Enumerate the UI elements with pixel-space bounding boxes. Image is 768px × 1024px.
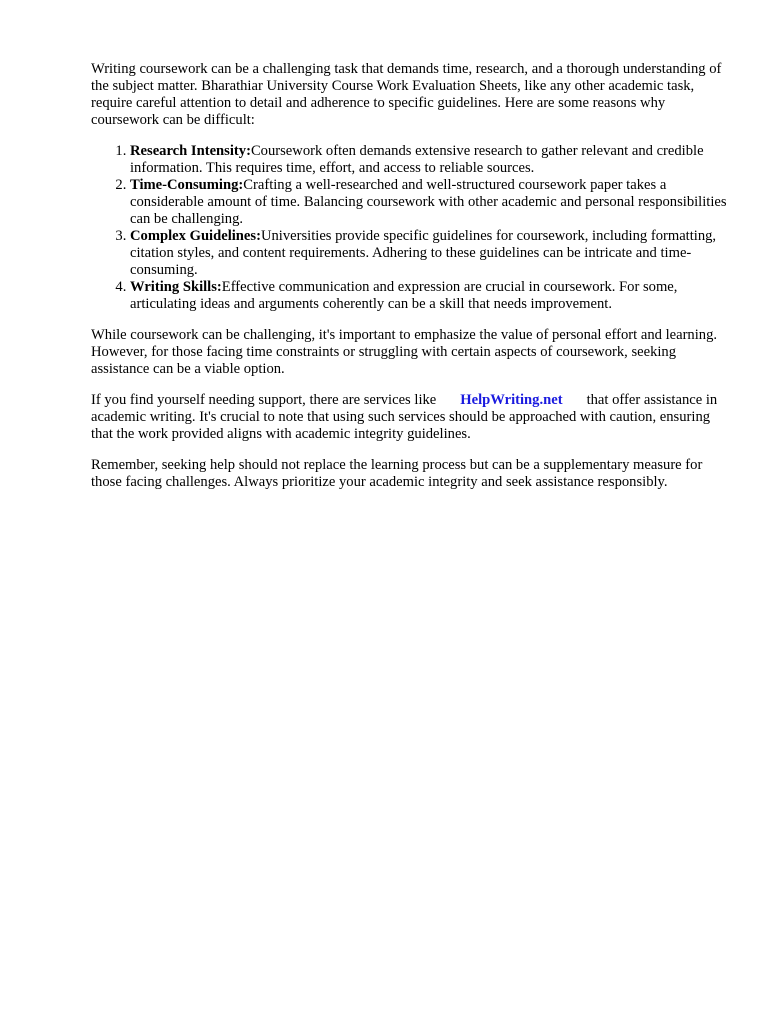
list-item-term: Complex Guidelines:: [130, 228, 261, 244]
list-item-text: Coursework often demands extensive research to gather relevant and credible information. This requires time, effort, and access to reliable sources.: [130, 143, 704, 176]
list-item: [130, 177, 731, 228]
services-text-before: If you find yourself needing support, there are services like: [91, 392, 437, 408]
list-item-text: Universities provide specific guidelines for coursework, including formatting, citation styles, and content requirements. Adhering to these guidelines can be intricate and time-consuming.: [130, 228, 717, 278]
assistance-paragraph: While coursework can be challenging, it's important to emphasize the value of personal effort and learning. However, for those facing time constraints or struggling with certain aspects of coursework, seeking assistance can be a viable option.: [91, 327, 718, 377]
document-page: [91, 61, 731, 505]
intro-paragraph: Writing coursework can be a challenging task that demands time, research, and a thorough understanding of the subject matter. Bharathiar University Course Work Evaluation Sheets, like any other academic task, require careful attention to detail and adherence to specific guidelines. Here are some reasons why coursework can be difficult:: [91, 61, 722, 128]
reasons-list: [91, 143, 731, 313]
list-item-term: Research Intensity:: [130, 143, 251, 159]
list-item-term: Time-Consuming:: [130, 177, 244, 193]
list-item-text: Effective communication and expression are crucial in coursework. For some, articulating ideas and arguments coherently can be a skill that needs improvement.: [130, 279, 678, 312]
list-item-text: Crafting a well-researched and well-structured coursework paper takes a considerable amount of time. Balancing coursework with other academic and personal responsibilities can be challenging.: [130, 177, 727, 227]
list-item: [130, 143, 731, 177]
closing-paragraph: Remember, seeking help should not replace the learning process but can be a supplementary measure for those facing challenges. Always prioritize your academic integrity and seek assistance responsibly.: [91, 457, 703, 490]
helpwriting-link[interactable]: HelpWriting.net: [460, 392, 563, 408]
services-text-after: that offer assistance in academic writing. It's crucial to note that using such services should be approached with caution, ensuring that the work provided aligns with academic integrity guidelines.: [91, 392, 718, 442]
list-item-term: Writing Skills:: [130, 279, 222, 295]
list-item: [130, 228, 731, 279]
list-item: [130, 279, 731, 313]
services-paragraph: [91, 392, 731, 443]
